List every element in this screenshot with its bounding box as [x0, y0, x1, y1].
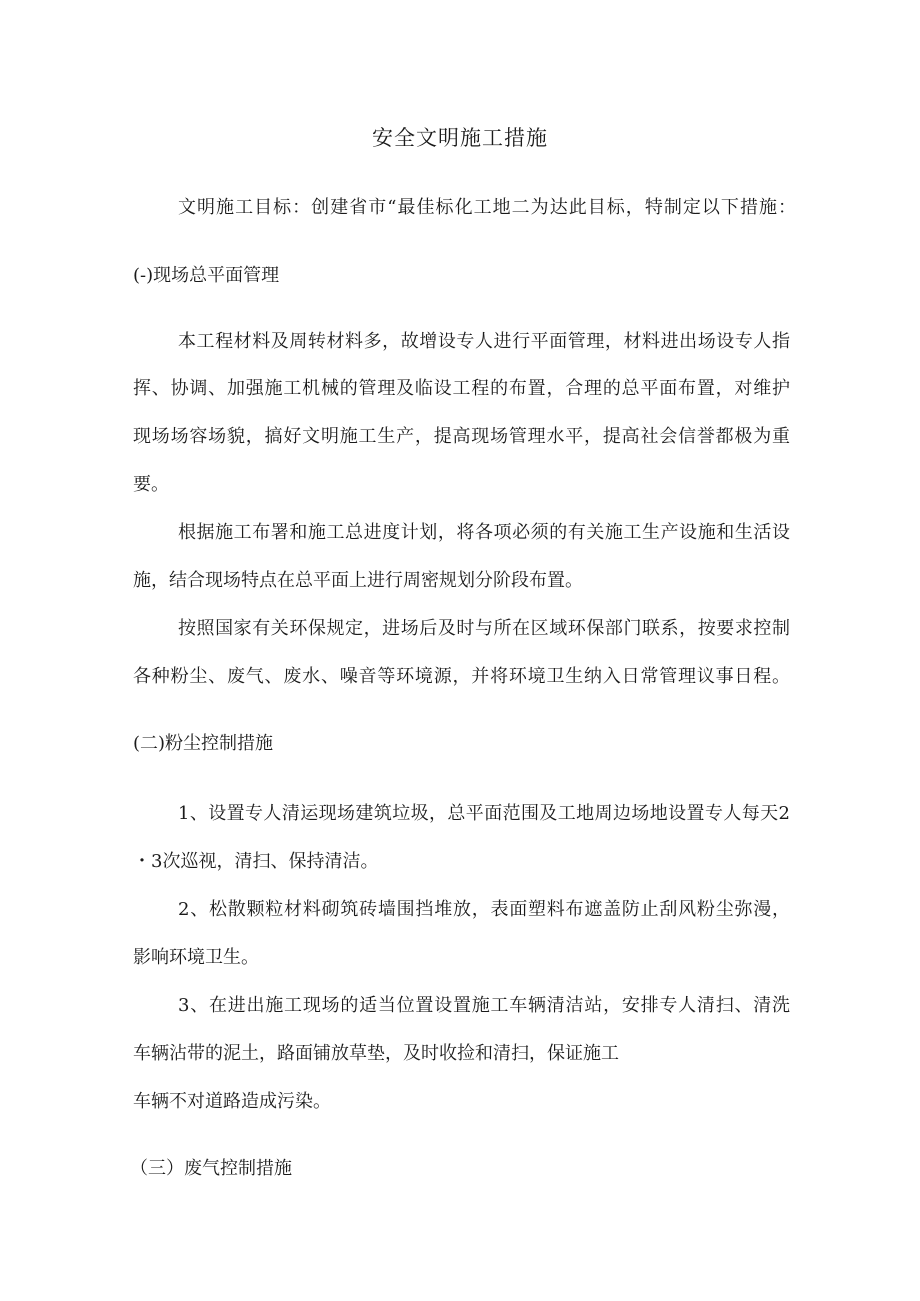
paragraph-line: 2、松散颗粒材料砌筑砖墙围挡堆放，表面塑料布遮盖防止刮风粉尘弥漫，: [178, 899, 790, 920]
paragraph-line: 按照国家有关环保规定，进场后及时与所在区域环保部门联系，按要求控制: [178, 618, 790, 639]
paragraph-line: 车辆沾带的泥土，路面铺放草垫，及时收捡和清扫，保证施工: [133, 1043, 619, 1064]
section-heading-3: （三）废气控制措施: [130, 1158, 292, 1179]
section-heading-1: (-)现场总平面管理: [133, 265, 280, 286]
document-title: 安全文明施工措施: [372, 126, 548, 150]
intro-line: 文明施工目标：创建省市“最佳标化工地二为达此目标，特制定以下措施：: [178, 197, 796, 218]
paragraph-line: 要。: [133, 474, 169, 495]
paragraph-line: 3、在进出施工现场的适当位置设置施工车辆清洁站，安排专人清扫、清洗: [178, 995, 790, 1016]
section-heading-2: (二)粉尘控制措施: [133, 733, 274, 754]
paragraph-line: 施，结合现场特点在总平面上进行周密规划分阶段布置。: [133, 570, 583, 591]
paragraph-line: 挥、协调、加强施工机械的管理及临设工程的布置，合理的总平面布置，对维护: [133, 378, 790, 399]
paragraph-line: 影响环境卫生。: [133, 947, 259, 968]
paragraph-line: 现场场容场貌，搞好文明施工生产，提高现场管理水平，提高社会信誉都极为重: [133, 426, 790, 447]
paragraph-line: 1、设置专人清运现场建筑垃圾，总平面范围及工地周边场地设置专人每天2: [178, 803, 790, 824]
paragraph-line: ・3次巡视，清扫、保持清洁。: [133, 851, 379, 872]
paragraph-line: 本工程材料及周转材料多，故增设专人进行平面管理，材料进出场设专人指: [178, 331, 790, 352]
paragraph-line: 根据施工布署和施工总进度计划，将各项必须的有关施工生产设施和生活设: [178, 522, 790, 543]
paragraph-line: 各种粉尘、废气、废水、噪音等环境源，并将环境卫生纳入日常管理议事日程。: [133, 666, 790, 687]
paragraph-line: 车辆不对道路造成污染。: [133, 1091, 331, 1112]
